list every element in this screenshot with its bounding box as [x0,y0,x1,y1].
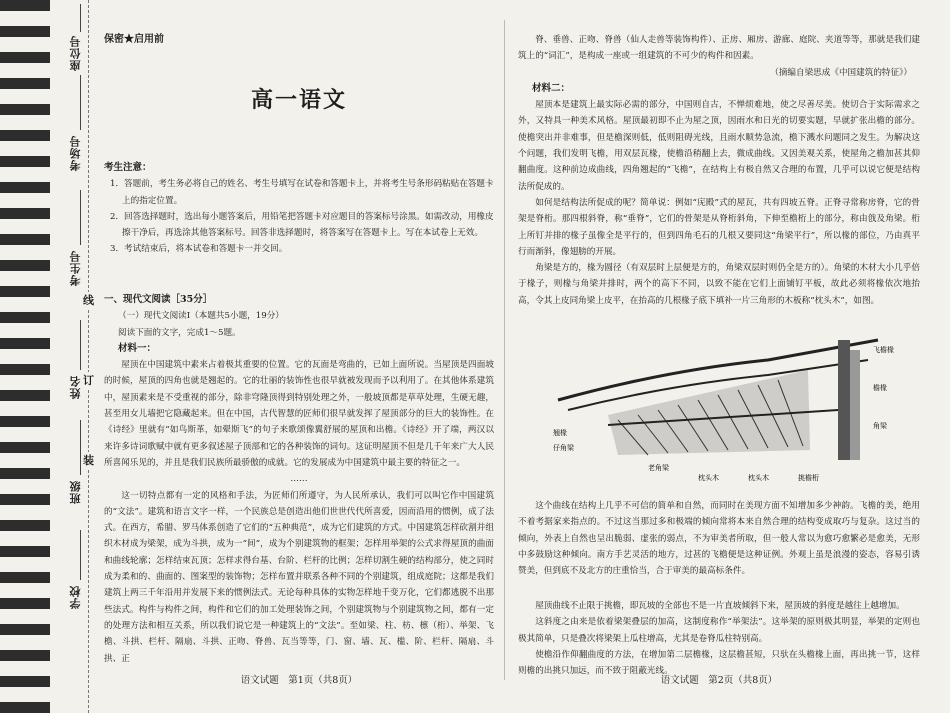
label-eave-rafter: 檐椽 [873,384,887,392]
page-2-text-top [518,32,920,325]
binding-cut-line [88,0,89,713]
instruction-text: 阅读下面的文字，完成1～5题。 [118,327,241,338]
subsection-heading: （一）现代文阅读Ⅰ（本题共5小题，19分） [118,311,284,322]
label-young-corner-beam: 仔角梁 [553,444,574,452]
material-2-paragraph-5: 屋顶曲线不止限于挑檐，即瓦坡的全部也不是一片直坡倾斜下来，屋顶坡的斜度是越往上越增加。 [535,601,905,611]
class-field-line[interactable] [80,420,81,475]
eave-structure-figure [548,330,898,490]
student-id-field-label: 考生号 [69,250,82,286]
cut-mark-line: 线 [83,294,94,307]
column-post [838,340,850,460]
seat-field-line[interactable] [80,4,81,32]
label-eave-purlin: 挑檐桁 [798,474,819,482]
candidate-notice [104,160,494,258]
page-2 [518,0,920,713]
material-2-paragraph-4: 这个曲线在结构上几乎不可信的简单和自然，而同时在美现方面不知增加多少神韵。飞檐的美，绝用不着考据家来指点的。不过这当那过多和极端的倾向常将本来自然合理的结构变成取巧与复杂。这过当的倾向，外表上自然也呈出脆弱、虚张的弱点，不为审美者所取，但一般人常以为愈巧愈繁必是愈美，无形中多鼓励这种倾向。南方手艺灵活的地方，过甚的飞檐便是这种证例。外观上虽是浪漫的姿态，容易引诱赞美，但到底不及北方的庄重恰当，合于审美的最高标条件。 [518,501,920,577]
page-1 [104,0,494,713]
label-pillow-wood-1: 枕头木 [698,474,719,482]
ellipsis: …… [290,474,308,485]
label-pillow-wood-2: 枕头木 [748,474,769,482]
section-heading: 一、现代文阅读［35分］ [104,294,213,305]
column-post-side [850,350,860,460]
material-1-paragraph-1: 屋顶在中国建筑中素来占着极其重要的位置。它的瓦面是弯曲的，已如上面所说。当屋顶是四面坡的时候，屋顶的四角也就是翘起的。它的壮丽的装饰性也很早就被发现而予以利用了。在其他体系建筑中，屋顶素来是不受重视的部分，除非穹隆顶得到特别处理之外，一般坡顶都是草草处理，生硬无趣，甚至用女儿墙把它隐藏起来。但在中国，古代智慧的匠师们很早就发挥了屋顶部分的巨大的装饰性。在《诗经》里就有“如鸟斯革，如翚斯飞”的句子来歌颂像翼舒展的屋顶和出檐。《诗经》开了端，两汉以来许多诗词歌赋中就有更多叙述屋子顶部和它的各种装饰的词句。这证明屋顶不但是几千年来广大人民所喜闻乐见的，并且是我们民族所最骄傲的成就。它的发展成为中国建筑中最主要的特征之一。 [104,360,494,468]
label-raised-rafter: 翘椽 [553,429,567,437]
binding-margin [50,0,110,713]
confidential-mark: 保密★启用前 [104,34,164,45]
page-2-footer: 语文试题 第2页（共8页） [660,675,778,686]
cut-mark-order: 订 [83,374,94,387]
material-2-paragraph-6: 这斜度之由来是依着梁架叠层的加高，这制度称作“举架法”。这举架的原则极其明显，举架的定则也极其简单，只是叠次将梁架上瓜柱增高，尤其是卷脊瓜柱特别高。 [518,617,920,644]
binding-strip-pattern [0,0,50,713]
cut-mark-bind: 装 [83,454,94,467]
material-1-paragraph-2: 这一切特点都有一定的风格和手法，为匠师们所遵守，为人民所承认，我们可以叫它作中国建筑的“文法”。建筑和语言文字一样，一个民族总是创造出他们世世代代所喜爱，因而沿用的惯例，成了法式。在西方，希腊、罗马体系创造了它们的“五种典范”，成为它们建筑的方式。中国建筑怎样砍割并组织木材成为梁架，成为斗拱，成为一“间”，成为个别建筑物的框架；怎样用举架的公式求得屋顶的曲面和曲线轮廓；怎样结束瓦顶；怎样求得台基、台阶、栏杆的比例；怎样切割生硬的结构部分，使之同时成为柔和的、曲面的、图案型的装饰物；怎样布置并联系各种不同的个别建筑，组成庭院；这都是我们建筑上两三千年沿用并发展下来的惯例法式。无论每种具体的实物怎样地千变万化，它们都逃脱不出那些法式。构件与构件之间，构件和它们的加工处理装饰之间，个别建筑物与个别建筑物之间，都有一定的处理方法和相互关系，所以我们说它是一种建筑上的“文法”。至如梁、柱、枋、檩（桁）、举架、飞檐、斗拱、栏杆、隔扇、斗拱、正吻、脊兽、瓦当等等，门、窗、墙、瓦、槛、阶、栏杆、隔扇、斗拱、正 [104,490,494,664]
material-1-source: （摘编自梁思成《中国建筑的特征》） [770,67,912,78]
name-field-label: 姓名 [69,375,82,399]
page-2-text-bottom [518,498,920,679]
label-corner-beam: 角梁 [873,422,887,430]
notice-item-1: 1．答题前，考生务必将自己的姓名、考生号填写在试卷和答题卡上，并将考生号条形码粘贴在答题卡上的指定位置。 [110,179,494,206]
label-fly-rafter: 飞檐椽 [873,346,894,354]
material-2-paragraph-2: 如何是结构法所促成的呢？简单说：例如“庑殿”式的屋瓦，共有四坡五脊。正脊寻常称房脊，它的骨架是脊桁。那四根斜脊，称“垂脊”，它们的骨架是从脊桁斜角，下伸至檐桁上的部分，称由戗及角梁。桁上所钉并排的椽子虽像全是平行的，但到四角毛石的几根又要同这“角梁平行”，所以椽的部位，乃由真平行而渐斜，像翅膀的开展。 [518,197,920,257]
label-old-corner-beam: 老角梁 [648,464,669,472]
school-field-label: 学校 [69,585,82,609]
exam-title: 高一语文 [250,87,347,113]
material-2-paragraph-1: 屋顶本是建筑上最实际必需的部分，中国则自古，不惮烦难地，使之尽善尽美。使切合于实际需求之外，又特具一种美术风格。屋顶最初即不止为屋之顶，因雨水和日光的切要实题，早就扩张出檐的部分。使檐突出并非难事，但是檐深则低，低则阻碍光线，且雨水顺势急流，檐下溅水问题同之发生。为解决这个问题，我们发明飞檐，用双层瓦椽，使檐沿稍翻上去，微成曲线。又因美观关系，使屋角之檐加甚其仰翻曲度。这种前边成曲线，四角翘起的“飞檐”，在结构上有极自然又合理的布置，几乎可以说它便是结构法所促成的。 [518,100,920,192]
class-field-label: 班级 [69,480,82,504]
material-2-paragraph-7: 使檐沿作仰翻曲度的方法，在增加第二层檐椽，这层檐甚短，只驮在头檐椽上面，再出挑一节，这样则檐的出挑只加远，而不致于阻蔽光线。 [518,649,920,677]
exam-room-field-label: 考场号 [69,135,82,171]
notice-heading: 考生注意： [104,162,152,173]
page-divider [504,20,505,680]
notice-item-2: 2．回答选择题时，选出每小题答案后，用铅笔把答题卡对应题目的答案标号涂黑。如需改动，用橡皮擦干净后，再选涂其他答案标号。回答非选择题时，将答案写在答题卡上。写在本试卷上无效。 [110,211,494,239]
page-1-footer: 语文试题 第1页（共8页） [240,675,358,686]
seat-field-label: 座位号 [69,35,82,71]
reading-section [104,292,494,664]
notice-item-3: 3．考试结束后，将本试卷和答题卡一并交回。 [110,244,288,255]
name-field-line[interactable] [80,320,81,370]
student-id-field-line[interactable] [80,190,81,245]
exam-room-field-line[interactable] [80,75,81,130]
material-2-heading: 材料二： [532,82,571,94]
material-2-paragraph-3: 角梁是方的，椽为圆径（有双层时上层便是方的，角梁双层时则仍全是方的）。角梁的木材大小几乎倍于椽子，则椽与角梁并排时，两个的高下不同，以致不能在它们上面铺钉平板，故此必须将椽依次地抬高，令其上皮同角梁上皮平，在抬高的几根椽子底下填补一片三角形的木板称“枕头木”，如图。 [518,263,920,306]
school-field-line[interactable] [80,530,81,580]
continued-paragraph: 脊、垂兽、正吻、脊兽（仙人走兽等装饰构件）、正房、厢房、游廊、庭院、夹道等等，那就是我们建筑上的“词汇”，是构成一座或一组建筑的不可少的构件和因素。 [518,35,920,62]
material-1-heading: 材料一： [118,342,157,354]
